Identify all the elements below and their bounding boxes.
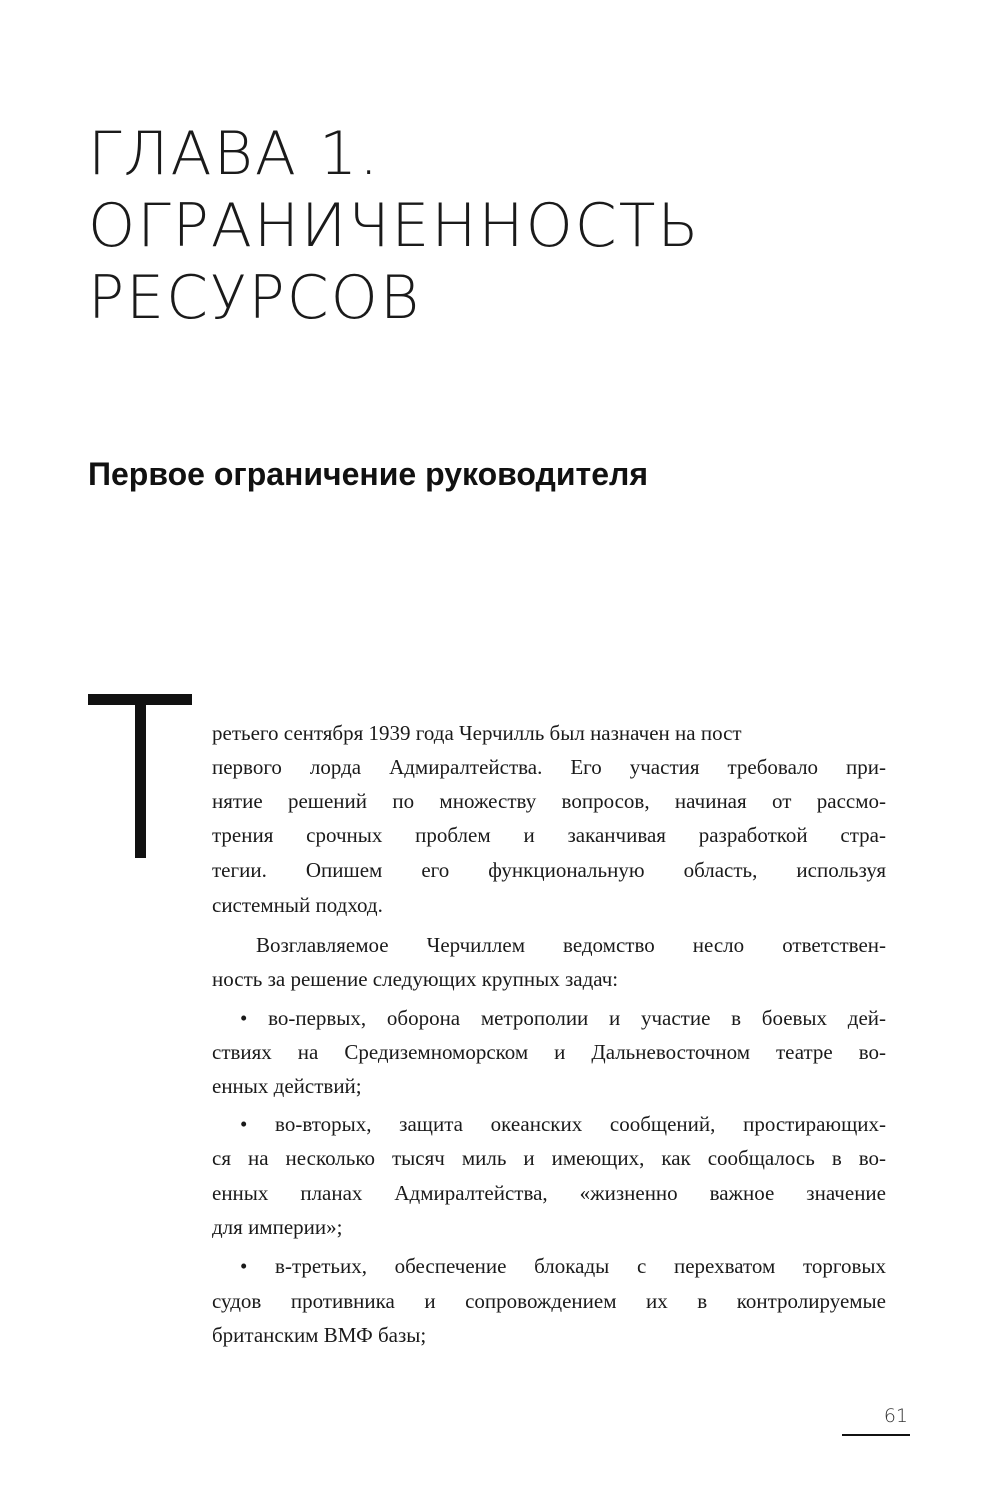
list-item-line: • во-первых, оборона метрополии и участие в боевых дей- bbox=[240, 1006, 886, 1030]
list-item-line: судов противника и сопровождением их в контролируемые bbox=[212, 1289, 886, 1313]
text-line: трения срочных проблем и заканчивая разработкой стра- bbox=[212, 823, 886, 847]
text-line: первого лорда Адмиралтейства. Его участия требовало при- bbox=[212, 755, 886, 779]
text-line: тегии. Опишем его функциональную область, используя bbox=[212, 858, 886, 882]
list-item-line: ствиях на Средиземноморском и Дальневосточном театре во- bbox=[212, 1040, 886, 1064]
drop-cap bbox=[88, 694, 192, 858]
chapter-title-line: РЕСУРСОВ bbox=[88, 263, 422, 333]
chapter-title bbox=[88, 118, 701, 334]
text-line: Возглавляемое Черчиллем ведомство несло ответствен- bbox=[256, 933, 886, 957]
chapter-title-line: ГЛАВА 1. bbox=[88, 119, 381, 189]
text-line: нятие решений по множеству вопросов, начиная от рассмо- bbox=[212, 789, 886, 813]
page-number: 61 bbox=[883, 1405, 908, 1427]
text-line: ретьего сентября 1939 года Черчилль был назначен на пост bbox=[212, 721, 742, 745]
list-item-line: для империи»; bbox=[212, 1215, 343, 1239]
text-line: ность за решение следующих крупных задач: bbox=[212, 967, 619, 991]
section-heading: Первое ограничение руководителя bbox=[88, 456, 648, 492]
chapter-title-line: ОГРАНИЧЕННОСТЬ bbox=[88, 191, 701, 261]
page-number-rule bbox=[842, 1434, 910, 1436]
list-item-line: • во-вторых, защита океанских сообщений, простирающих- bbox=[240, 1112, 886, 1136]
drop-cap-stem bbox=[135, 694, 146, 858]
list-item-line: британским ВМФ базы; bbox=[212, 1323, 427, 1347]
text-line: системный подход. bbox=[212, 893, 383, 917]
list-item-line: енных действий; bbox=[212, 1074, 362, 1098]
list-item-line: ся на несколько тысяч миль и имеющих, как сообщалось в во- bbox=[212, 1146, 886, 1170]
list-item-line: енных планах Адмиралтейства, «жизненно важное значение bbox=[212, 1181, 886, 1205]
list-item-line: • в-третьих, обеспечение блокады с перехватом торговых bbox=[240, 1254, 886, 1278]
